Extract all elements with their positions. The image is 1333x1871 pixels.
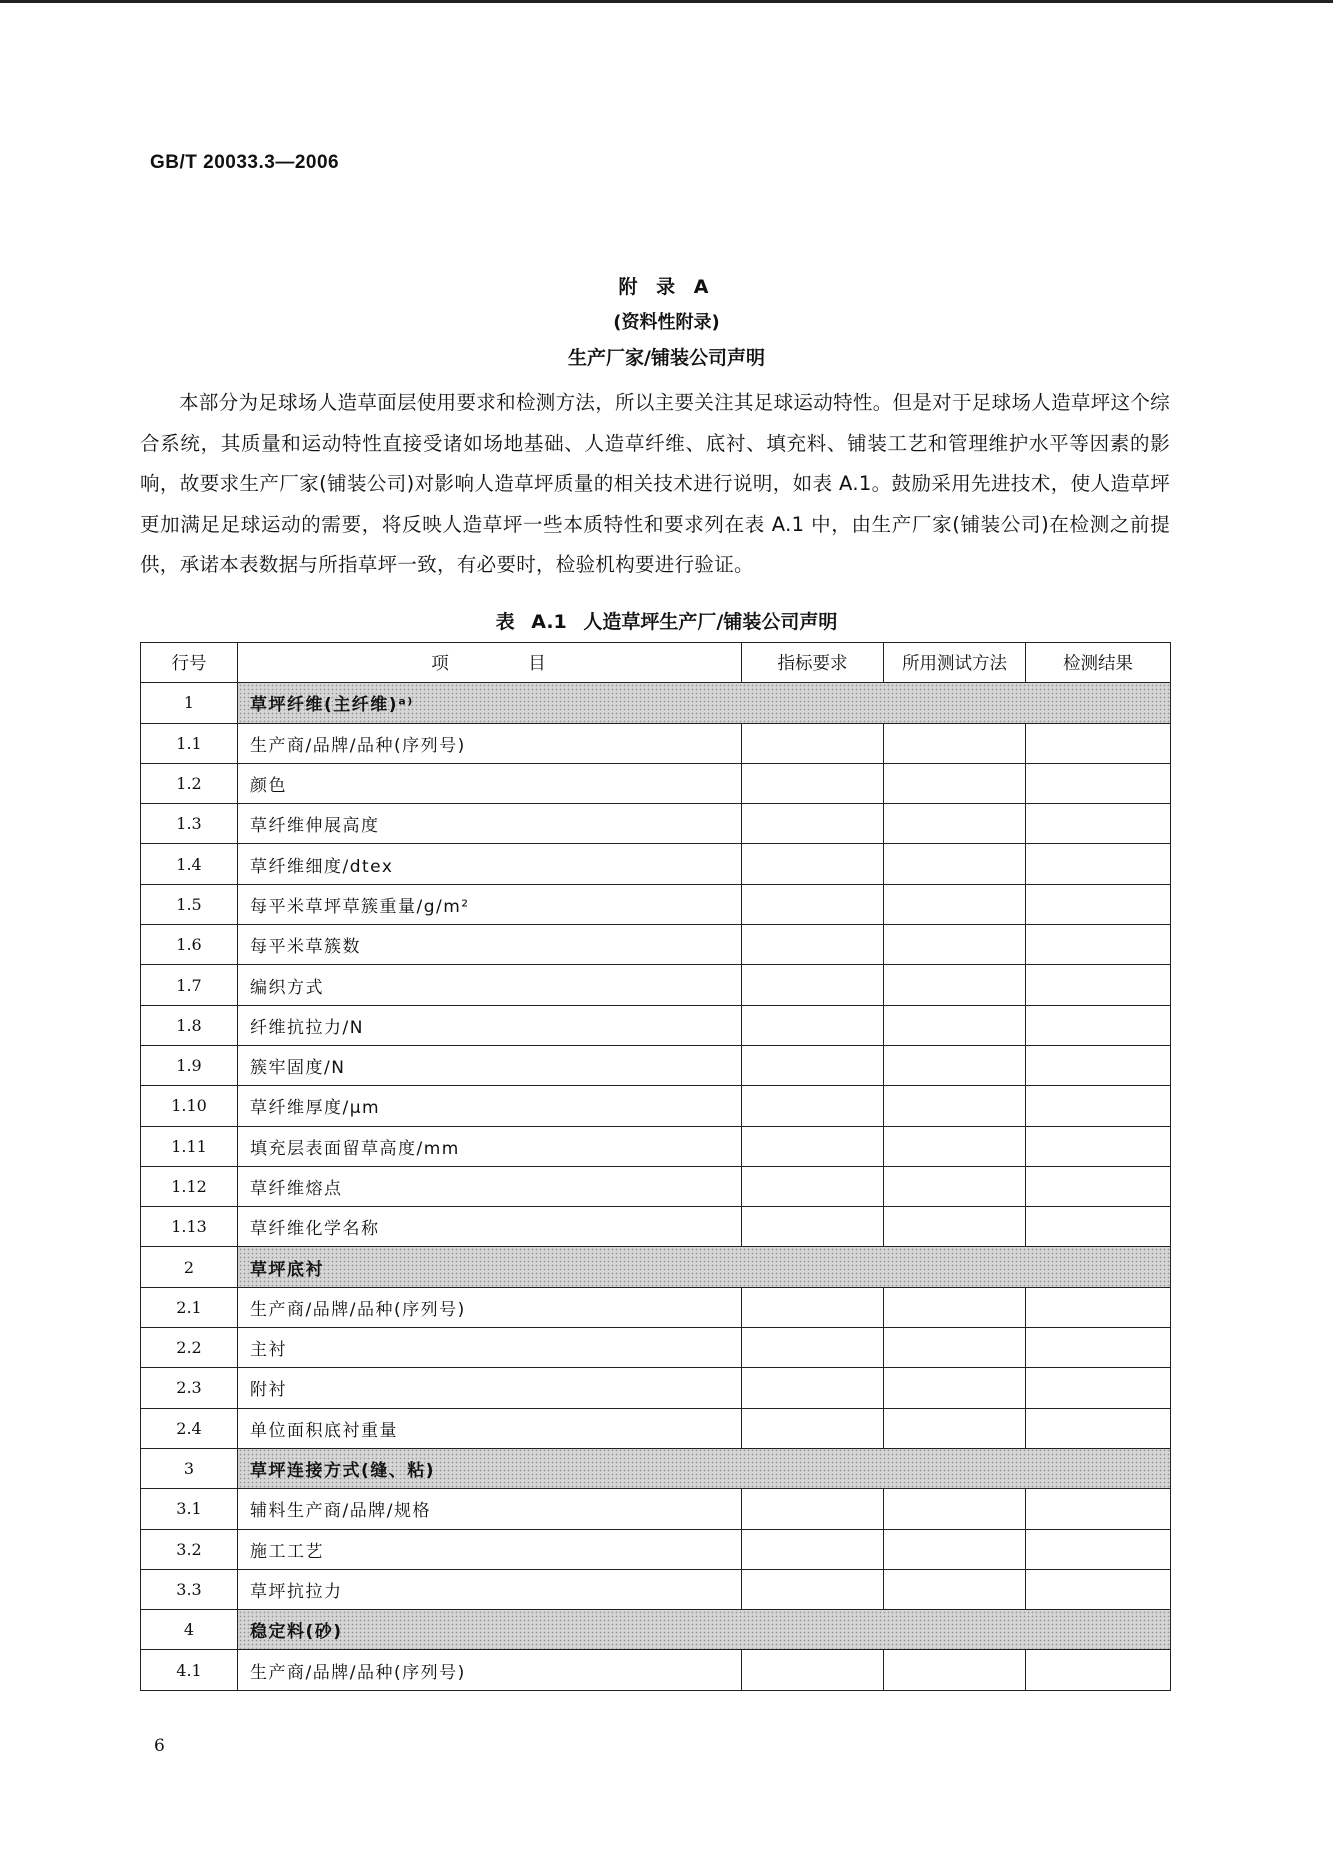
test-result-cell: [1026, 1005, 1171, 1045]
test-result-cell: [1026, 1126, 1171, 1166]
item-cell: 草坪抗拉力: [238, 1569, 742, 1609]
row-number-cell: 2: [141, 1247, 238, 1287]
test-method-cell: [884, 1529, 1026, 1569]
test-result-cell: [1026, 1650, 1171, 1690]
requirement-cell: [742, 1086, 884, 1126]
table-header-row: [141, 643, 1171, 683]
annex-type: (资料性附录): [613, 312, 720, 333]
row-number-cell: 1.4: [141, 844, 238, 884]
row-number-cell: 1.1: [141, 723, 238, 763]
row-number-cell: 1.11: [141, 1126, 238, 1166]
header-requirement: 指标要求: [742, 643, 884, 683]
item-cell: 每平米草坪草簇重量/g/m²: [238, 884, 742, 924]
test-method-cell: [884, 1086, 1026, 1126]
section-title-cell: 草坪底衬: [238, 1247, 1171, 1287]
requirement-cell: [742, 925, 884, 965]
test-method-cell: [884, 1489, 1026, 1529]
table-row: [141, 1650, 1171, 1690]
table-caption: 表 A.1 人造草坪生产厂/铺装公司声明: [495, 611, 838, 633]
section-title-cell: 草坪纤维(主纤维)ᵃ⁾: [238, 683, 1171, 723]
row-number-cell: 4.1: [141, 1650, 238, 1690]
row-number-cell: 1.12: [141, 1166, 238, 1206]
test-result-cell: [1026, 1529, 1171, 1569]
row-number-cell: 3.1: [141, 1489, 238, 1529]
table-row: [141, 1328, 1171, 1368]
requirement-cell: [742, 1045, 884, 1085]
row-number-cell: 1.3: [141, 804, 238, 844]
test-result-cell: [1026, 1166, 1171, 1206]
section-row: [141, 1610, 1171, 1650]
test-method-cell: [884, 804, 1026, 844]
item-cell: 主衬: [238, 1328, 742, 1368]
item-cell: 填充层表面留草高度/mm: [238, 1126, 742, 1166]
row-number-cell: 3: [141, 1448, 238, 1488]
requirement-cell: [742, 763, 884, 803]
requirement-cell: [742, 1529, 884, 1569]
test-method-cell: [884, 884, 1026, 924]
item-cell: 草纤维熔点: [238, 1166, 742, 1206]
header-row-number: 行号: [141, 643, 238, 683]
table-row: [141, 804, 1171, 844]
table-row: [141, 1166, 1171, 1206]
item-cell: 编织方式: [238, 965, 742, 1005]
test-result-cell: [1026, 804, 1171, 844]
table-row: [141, 723, 1171, 763]
test-method-cell: [884, 763, 1026, 803]
row-number-cell: 2.3: [141, 1368, 238, 1408]
table-row: [141, 1086, 1171, 1126]
page-number: 6: [154, 1736, 165, 1756]
test-method-cell: [884, 1126, 1026, 1166]
requirement-cell: [742, 1005, 884, 1045]
test-method-cell: [884, 723, 1026, 763]
requirement-cell: [742, 1287, 884, 1327]
row-number-cell: 1.9: [141, 1045, 238, 1085]
item-cell: 单位面积底衬重量: [238, 1408, 742, 1448]
requirement-cell: [742, 965, 884, 1005]
requirement-cell: [742, 1368, 884, 1408]
requirement-cell: [742, 1569, 884, 1609]
requirement-cell: [742, 1166, 884, 1206]
item-cell: 颜色: [238, 763, 742, 803]
table-row: [141, 1287, 1171, 1327]
table-row: [141, 1126, 1171, 1166]
item-cell: 生产商/品牌/品种(序列号): [238, 723, 742, 763]
row-number-cell: 1.6: [141, 925, 238, 965]
table-row: [141, 763, 1171, 803]
header-test-result: 检测结果: [1026, 643, 1171, 683]
requirement-cell: [742, 1650, 884, 1690]
item-cell: 辅料生产商/品牌/规格: [238, 1489, 742, 1529]
item-cell: 生产商/品牌/品种(序列号): [238, 1287, 742, 1327]
test-result-cell: [1026, 723, 1171, 763]
requirement-cell: [742, 1408, 884, 1448]
test-result-cell: [1026, 1086, 1171, 1126]
table-row: [141, 1207, 1171, 1247]
item-cell: 草纤维细度/dtex: [238, 844, 742, 884]
test-method-cell: [884, 1328, 1026, 1368]
table-row: [141, 925, 1171, 965]
test-method-cell: [884, 925, 1026, 965]
row-number-cell: 1.10: [141, 1086, 238, 1126]
test-result-cell: [1026, 844, 1171, 884]
test-result-cell: [1026, 1045, 1171, 1085]
test-result-cell: [1026, 1328, 1171, 1368]
test-result-cell: [1026, 1408, 1171, 1448]
header-test-method: 所用测试方法: [884, 643, 1026, 683]
test-method-cell: [884, 1005, 1026, 1045]
item-cell: 生产商/品牌/品种(序列号): [238, 1650, 742, 1690]
test-method-cell: [884, 1569, 1026, 1609]
table-row: [141, 1368, 1171, 1408]
item-cell: 草纤维化学名称: [238, 1207, 742, 1247]
section-row: [141, 1247, 1171, 1287]
test-method-cell: [884, 1287, 1026, 1327]
item-cell: 草纤维伸展高度: [238, 804, 742, 844]
table-row: [141, 1569, 1171, 1609]
item-cell: 施工工艺: [238, 1529, 742, 1569]
row-number-cell: 3.3: [141, 1569, 238, 1609]
declaration-table: [140, 642, 1171, 1691]
test-method-cell: [884, 1368, 1026, 1408]
row-number-cell: 1.7: [141, 965, 238, 1005]
row-number-cell: 1.2: [141, 763, 238, 803]
row-number-cell: 1.13: [141, 1207, 238, 1247]
section-row: [141, 1448, 1171, 1488]
item-cell: 簇牢固度/N: [238, 1045, 742, 1085]
table-row: [141, 1489, 1171, 1529]
test-result-cell: [1026, 1569, 1171, 1609]
test-method-cell: [884, 1650, 1026, 1690]
requirement-cell: [742, 804, 884, 844]
row-number-cell: 1.8: [141, 1005, 238, 1045]
top-rule: [0, 0, 1333, 3]
header-item: 项 目: [238, 643, 742, 683]
annex-title: 附 录 A: [618, 276, 715, 298]
annex-name: 生产厂家/铺装公司声明: [568, 347, 765, 369]
test-result-cell: [1026, 1368, 1171, 1408]
row-number-cell: 1: [141, 683, 238, 723]
table-row: [141, 1005, 1171, 1045]
table-row: [141, 1529, 1171, 1569]
test-method-cell: [884, 1408, 1026, 1448]
section-title-cell: 草坪连接方式(缝、粘): [238, 1448, 1171, 1488]
section-title-cell: 稳定料(砂): [238, 1610, 1171, 1650]
item-cell: 纤维抗拉力/N: [238, 1005, 742, 1045]
test-method-cell: [884, 1166, 1026, 1206]
table-row: [141, 965, 1171, 1005]
table-body: [141, 683, 1171, 1690]
body-paragraph: 本部分为足球场人造草面层使用要求和检测方法，所以主要关注其足球运动特性。但是对于足球场人造草坪这个综合系统，其质量和运动特性直接受诸如场地基础、人造草纤维、底衬、填充料、铺装工艺和管理维护水平等因素的影响，故要求生产厂家(铺装公司)对影响人造草坪质量的相关技术进行说明，如表 A.1。鼓励采用先进技术，使人造草坪更加满足足球运动的需要，将反映人造草坪一些本质特性和要求列在表 A.1 中，由生产厂家(铺装公司)在检测之前提供，承诺本表数据与所指草坪一致，有必要时，检验机构要进行验证。: [140, 391, 1171, 576]
row-number-cell: 3.2: [141, 1529, 238, 1569]
requirement-cell: [742, 1328, 884, 1368]
item-cell: 附衬: [238, 1368, 742, 1408]
row-number-cell: 2.1: [141, 1287, 238, 1327]
requirement-cell: [742, 844, 884, 884]
test-result-cell: [1026, 1207, 1171, 1247]
row-number-cell: 4: [141, 1610, 238, 1650]
test-method-cell: [884, 965, 1026, 1005]
test-result-cell: [1026, 925, 1171, 965]
table-row: [141, 1045, 1171, 1085]
test-method-cell: [884, 1207, 1026, 1247]
table-row: [141, 1408, 1171, 1448]
test-result-cell: [1026, 1287, 1171, 1327]
requirement-cell: [742, 723, 884, 763]
test-result-cell: [1026, 965, 1171, 1005]
table-row: [141, 884, 1171, 924]
requirement-cell: [742, 1207, 884, 1247]
requirement-cell: [742, 1489, 884, 1529]
standard-code: GB/T 20033.3—2006: [150, 152, 340, 173]
row-number-cell: 1.5: [141, 884, 238, 924]
test-method-cell: [884, 844, 1026, 884]
table-row: [141, 844, 1171, 884]
test-result-cell: [1026, 1489, 1171, 1529]
test-method-cell: [884, 1045, 1026, 1085]
test-result-cell: [1026, 763, 1171, 803]
requirement-cell: [742, 884, 884, 924]
row-number-cell: 2.2: [141, 1328, 238, 1368]
requirement-cell: [742, 1126, 884, 1166]
test-result-cell: [1026, 884, 1171, 924]
row-number-cell: 2.4: [141, 1408, 238, 1448]
section-row: [141, 683, 1171, 723]
item-cell: 每平米草簇数: [238, 925, 742, 965]
item-cell: 草纤维厚度/μm: [238, 1086, 742, 1126]
